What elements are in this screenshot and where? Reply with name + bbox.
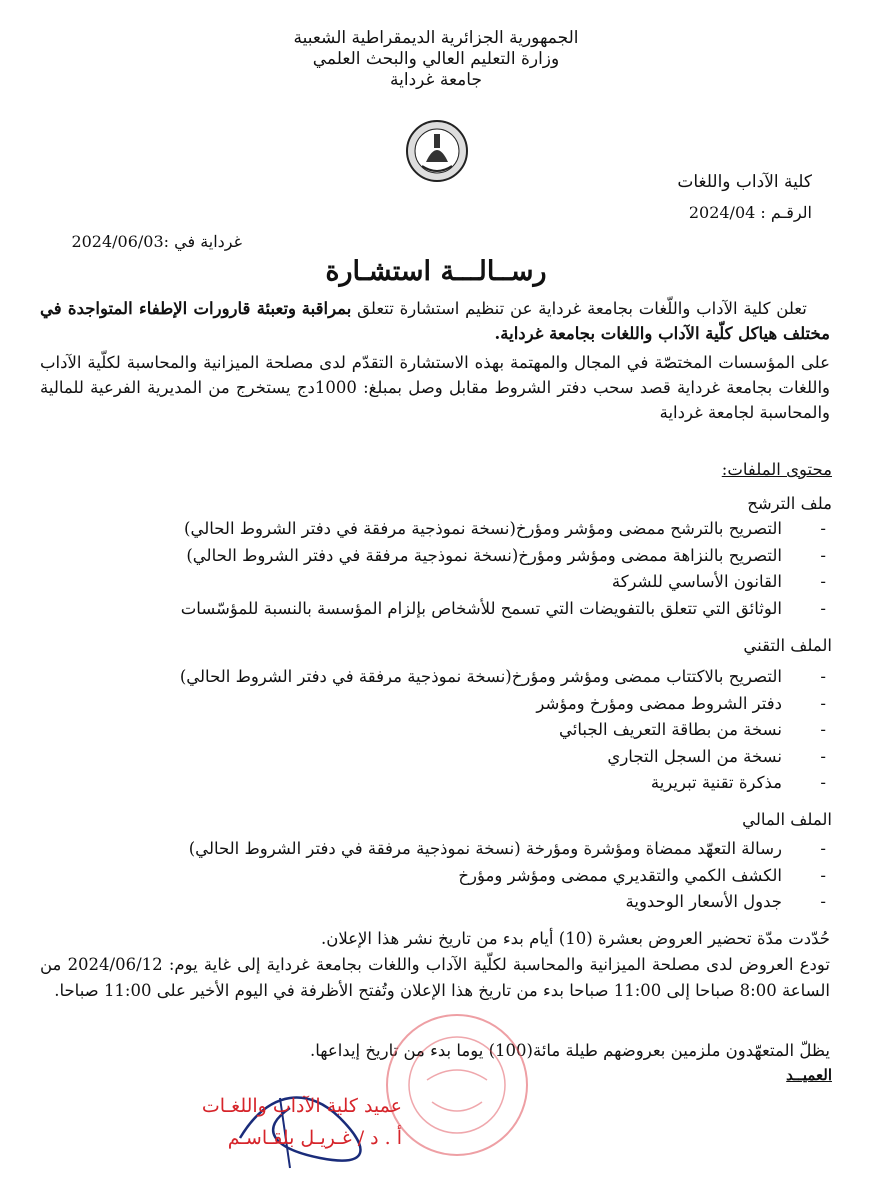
list-item-text: التصريح بالنزاهة ممضى ومؤشر ومؤرخ(نسخة نموذجية مرفقة في دفتر الشروط الحالي) xyxy=(186,545,782,565)
intro-subject: بمراقبة وتعبئة قارورات الإطفاء المتواجدة في مختلف هياكل كلّية الآداب واللغات بجامعة غرداية. xyxy=(40,299,830,343)
list-dash: - xyxy=(820,519,826,538)
list-item-text: دفتر الشروط ممضى ومؤرخ ومؤشر xyxy=(536,693,782,713)
intro-text: تعلن كلية الآداب واللّغات بجامعة غرداية عن تنظيم استشارة تتعلق xyxy=(351,299,807,318)
list-item-text: الوثائق التي تتعلق بالتفويضات التي تسمح للأشخاص بإلزام المؤسسة بالنسبة للمؤسّسات xyxy=(180,598,782,618)
list-item xyxy=(32,691,832,718)
reference-number: الرقـم : 2024/04 xyxy=(688,203,812,222)
list-item xyxy=(32,836,832,863)
ministry-name: وزارة التعليم العالي والبحث العلمي xyxy=(312,49,560,69)
list-dash: - xyxy=(820,598,826,618)
list-dash: - xyxy=(820,545,826,565)
list-item xyxy=(32,596,832,623)
content-heading: محتوى الملفات: xyxy=(721,460,832,479)
list-dash: - xyxy=(820,667,826,686)
list-item-text: التصريح بالاكتتاب ممضى ومؤشر ومؤرخ(نسخة نموذجية مرفقة في دفتر الشروط الحالي) xyxy=(179,667,782,686)
signature-name: أ . د / غـريـل بلقـاسـم xyxy=(227,1127,402,1149)
group-title-technical: الملف التقني xyxy=(743,636,832,655)
list-dash: - xyxy=(820,773,826,792)
list-dash: - xyxy=(820,865,826,885)
signature-title: عميد كلية الآداب واللغـات xyxy=(201,1095,402,1117)
list-item-text: التصريح بالترشح ممضى ومؤشر ومؤرخ(نسخة نموذجية مرفقة في دفتر الشروط الحالي) xyxy=(184,519,782,538)
list-item xyxy=(32,717,832,744)
list-item-text: القانون الأساسي للشركة xyxy=(611,572,782,591)
candidacy-list xyxy=(32,516,832,622)
list-item xyxy=(32,744,832,771)
date-line: غرداية في :2024/06/03 xyxy=(71,232,242,251)
list-dash: - xyxy=(820,572,826,591)
list-dash: - xyxy=(820,892,826,911)
letterhead xyxy=(0,28,872,91)
list-item-text: جدول الأسعار الوحدوية xyxy=(625,892,782,911)
technical-list xyxy=(32,664,832,797)
list-item xyxy=(32,516,832,543)
list-item-text: مذكرة تقنية تبريرية xyxy=(650,773,782,792)
closing-paragraph-duration: حُدّدت مدّة تحضير العروض بعشرة (10) أيام بدء من تاريخ نشر هذا الإعلان. xyxy=(320,929,830,948)
list-item xyxy=(32,889,832,916)
university-emblem-icon xyxy=(404,118,470,184)
list-dash: - xyxy=(820,720,826,739)
list-item-text: نسخة من السجل التجاري xyxy=(607,746,782,766)
closing-paragraph-validity: يظلّ المتعهّدون ملزمين بعروضهم طيلة مائة(100) يوما بدء من تاريخ إيداعها. xyxy=(310,1041,830,1060)
document-title: رســالـــة استشـارة xyxy=(325,256,547,287)
list-dash: - xyxy=(820,839,826,858)
dean-signature-block xyxy=(202,1090,402,1154)
intro-paragraph xyxy=(40,296,830,346)
group-title-candidacy: ملف الترشح xyxy=(747,494,832,513)
financial-list xyxy=(32,836,832,916)
list-item xyxy=(32,863,832,890)
group-title-financial: الملف المالي xyxy=(742,810,832,829)
list-item-text: نسخة من بطاقة التعريف الجبائي xyxy=(558,720,782,739)
invite-paragraph: على المؤسسات المختصّة في المجال والمهتمة بهذه الاستشارة التقدّم لدى مصلحة الميزانية والمحاسبة لكلّية الآداب واللغات بجامعة غرداية قصد سحب دفتر الشروط مقابل وصل بمبلغ: 1000دج يستخرج من المديرية الفرعية للمالية والمحاسبة لجامعة غرداية xyxy=(40,353,830,422)
list-item-text: رسالة التعهّد ممضاة ومؤشرة ومؤرخة (نسخة نموذجية مرفقة في دفتر الشروط الحالي) xyxy=(188,839,782,858)
list-item xyxy=(32,664,832,691)
republic-name: الجمهورية الجزائرية الديمقراطية الشعبية xyxy=(293,28,579,48)
list-item xyxy=(32,569,832,596)
list-item-text: الكشف الكمي والتقديري ممضى ومؤشر ومؤرخ xyxy=(458,865,782,885)
faculty-name: كلية الآداب واللغات xyxy=(677,172,812,192)
list-dash: - xyxy=(820,693,826,713)
list-dash: - xyxy=(820,746,826,766)
university-name: جامعة غرداية xyxy=(390,70,482,90)
dean-label: العميــد xyxy=(786,1066,832,1084)
official-stamp-icon xyxy=(382,1010,532,1160)
list-item xyxy=(32,543,832,570)
closing-paragraph-deposit: تودع العروض لدى مصلحة الميزانية والمحاسبة لكلّية الآداب واللغات بجامعة غرداية إلى غاية يوم: 2024/06/12 من الساعة 8:00 صباحا إلى 11:00 صباحا بدء من تاريخ هذا الإعلان وتُفتح الأظرفة في اليوم الأخير على 11:00 صباحا. xyxy=(40,955,830,1000)
list-item xyxy=(32,770,832,797)
